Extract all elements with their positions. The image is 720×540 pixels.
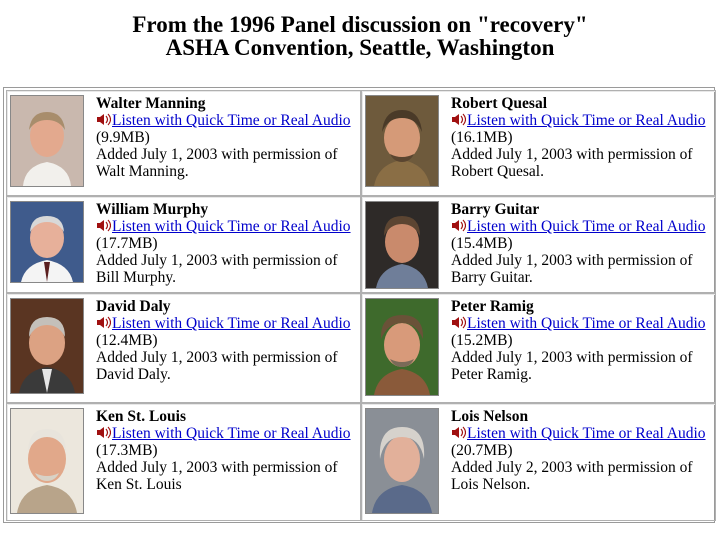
listen-link[interactable]: Listen with Quick Time or Real Audio	[467, 425, 706, 442]
title-line-2: ASHA Convention, Seattle, Washington	[165, 35, 555, 60]
portrait-photo	[11, 409, 83, 513]
portrait-image	[11, 96, 83, 186]
portrait-photo	[11, 96, 83, 186]
portrait-image	[366, 96, 438, 186]
added-note: Added July 1, 2003 with permission of Robert Quesal.	[451, 146, 693, 180]
page-title	[0, 13, 720, 59]
portrait-image	[366, 299, 438, 395]
speaker-cell	[361, 293, 716, 403]
listen-link[interactable]: Listen with Quick Time or Real Audio	[112, 425, 351, 442]
file-size: (12.4MB)	[96, 332, 158, 349]
speaker-icon	[96, 426, 111, 439]
portrait-image	[11, 409, 83, 513]
added-note: Added July 2, 2003 with permission of Lois Nelson.	[451, 459, 693, 493]
portrait-image	[11, 202, 83, 282]
portrait-photo	[366, 299, 438, 395]
file-size: (17.3MB)	[96, 442, 158, 459]
speaker-cell	[6, 90, 361, 196]
speaker-icon	[451, 113, 466, 126]
added-note: Added July 1, 2003 with permission of David Daly.	[96, 349, 338, 383]
speaker-info	[451, 201, 713, 286]
speaker-icon	[451, 426, 466, 439]
speaker-cell	[6, 196, 361, 293]
listen-link[interactable]: Listen with Quick Time or Real Audio	[467, 112, 706, 129]
added-note: Added July 1, 2003 with permission of Ken St. Louis	[96, 459, 338, 493]
speaker-icon	[96, 316, 111, 329]
speaker-name: William Murphy	[96, 201, 209, 218]
portrait-photo	[11, 202, 83, 282]
listen-link[interactable]: Listen with Quick Time or Real Audio	[467, 218, 706, 235]
portrait-image	[366, 202, 438, 288]
speaker-name: Ken St. Louis	[96, 408, 187, 425]
speaker-cell	[361, 403, 716, 521]
title-line-1: From the 1996 Panel discussion on "recovery"	[132, 12, 588, 37]
speaker-info	[451, 95, 713, 180]
speaker-cell	[361, 196, 716, 293]
added-note: Added July 1, 2003 with permission of Bill Murphy.	[96, 252, 338, 286]
portrait-photo	[11, 299, 83, 393]
speaker-name: Robert Quesal	[451, 95, 548, 112]
speaker-cell	[6, 293, 361, 403]
portrait-photo	[366, 96, 438, 186]
portrait-image	[11, 299, 83, 393]
speaker-icon	[451, 316, 466, 329]
speaker-info	[96, 95, 358, 180]
speaker-icon	[96, 219, 111, 232]
file-size: (15.2MB)	[451, 332, 513, 349]
added-note: Added July 1, 2003 with permission of Peter Ramig.	[451, 349, 693, 383]
portrait-photo	[366, 409, 438, 513]
speaker-cell	[361, 90, 716, 196]
speaker-cell	[6, 403, 361, 521]
listen-link[interactable]: Listen with Quick Time or Real Audio	[112, 315, 351, 332]
file-size: (17.7MB)	[96, 235, 158, 252]
listen-link[interactable]: Listen with Quick Time or Real Audio	[467, 315, 706, 332]
added-note: Added July 1, 2003 with permission of Walt Manning.	[96, 146, 338, 180]
speaker-name: Lois Nelson	[451, 408, 529, 425]
portrait-image	[366, 409, 438, 513]
speaker-name: Peter Ramig	[451, 298, 534, 315]
speaker-info	[451, 408, 713, 493]
speaker-icon	[451, 219, 466, 232]
speaker-info	[451, 298, 713, 383]
listen-link[interactable]: Listen with Quick Time or Real Audio	[112, 218, 351, 235]
file-size: (16.1MB)	[451, 129, 513, 146]
speaker-name: Barry Guitar	[451, 201, 540, 218]
speaker-name: David Daly	[96, 298, 171, 315]
speaker-info	[96, 201, 358, 286]
speaker-name: Walter Manning	[96, 95, 206, 112]
file-size: (9.9MB)	[96, 129, 150, 146]
file-size: (15.4MB)	[451, 235, 513, 252]
portrait-photo	[366, 202, 438, 288]
speaker-info	[96, 408, 358, 493]
added-note: Added July 1, 2003 with permission of Barry Guitar.	[451, 252, 693, 286]
speaker-table	[3, 87, 715, 523]
file-size: (20.7MB)	[451, 442, 513, 459]
speaker-icon	[96, 113, 111, 126]
speaker-info	[96, 298, 358, 383]
listen-link[interactable]: Listen with Quick Time or Real Audio	[112, 112, 351, 129]
